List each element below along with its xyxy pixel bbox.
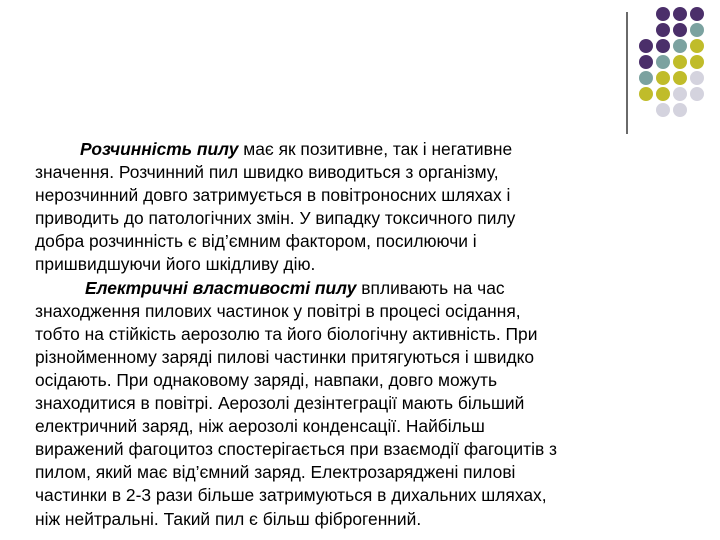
paragraph-solubility xyxy=(35,138,675,277)
solubility-heading: Розчинність пилу xyxy=(80,139,239,159)
paragraph-line xyxy=(35,138,675,161)
decorative-dot-grid xyxy=(639,7,704,117)
dot-teal xyxy=(673,39,687,53)
paragraph-electric xyxy=(35,277,675,531)
paragraph-line: пилом, який має від’ємний заряд. Електрозаряджені пилові xyxy=(35,462,516,483)
paragraph-line: добра розчинність є від’ємним фактором, посилюючи і xyxy=(35,231,477,252)
dot-purple xyxy=(656,39,670,53)
dot-spacer xyxy=(639,103,653,117)
paragraph-line xyxy=(35,277,675,300)
paragraph-line: частинки в 2-3 рази більше затримуються в дихальних шляхах, xyxy=(35,485,547,506)
text-body xyxy=(35,138,675,531)
paragraph-line: пришвидшуючи його шкідливу дію. xyxy=(35,254,316,275)
dot-olive xyxy=(639,87,653,101)
dot-purple xyxy=(673,23,687,37)
dot-gray xyxy=(673,103,687,117)
dot-gray xyxy=(656,103,670,117)
vertical-divider xyxy=(626,12,628,134)
dot-olive xyxy=(656,71,670,85)
paragraph-line: осідають. При однаковому заряді, навпаки, довго можуть xyxy=(35,369,498,390)
dot-teal xyxy=(656,55,670,69)
dot-purple xyxy=(690,7,704,21)
paragraph-line: знаходження пилових частинок у повітрі в процесі осідання, xyxy=(35,300,521,321)
paragraph-line: нерозчинний довго затримується в повітроносних шляхах і xyxy=(35,185,511,206)
paragraph-line: знаходитися в повітрі. Аерозолі дезінтеграції мають більший xyxy=(35,393,525,414)
paragraph-line: тобто на стійкість аерозолю та його біологічну активність. При xyxy=(35,323,538,344)
dot-purple xyxy=(673,7,687,21)
electric-heading: Електричні властивості пилу xyxy=(85,277,357,298)
dot-spacer xyxy=(690,103,704,117)
dot-gray xyxy=(690,71,704,85)
dot-teal xyxy=(690,23,704,37)
dot-olive xyxy=(690,55,704,69)
paragraph-line: приводить до патологічних змін. У випадку токсичного пилу xyxy=(35,208,516,229)
dot-spacer xyxy=(639,7,653,21)
dot-olive xyxy=(673,55,687,69)
paragraph-line: електричний заряд, ніж аерозолі конденсації. Найбільш xyxy=(35,416,485,437)
dot-olive xyxy=(673,71,687,85)
paragraph-line: ніж нейтральні. Такий пил є більш фіброгенний. xyxy=(35,508,422,529)
dot-purple xyxy=(639,55,653,69)
paragraph-text: впливають на час xyxy=(356,277,505,298)
paragraph-line: значення. Розчинний пил швидко виводиться з організму, xyxy=(35,162,499,183)
dot-gray xyxy=(690,87,704,101)
dot-olive xyxy=(656,87,670,101)
dot-teal xyxy=(639,71,653,85)
dot-purple xyxy=(656,23,670,37)
paragraph-line: виражений фагоцитоз спостерігається при взаємодії фагоцитів з xyxy=(35,439,558,460)
dot-purple xyxy=(639,39,653,53)
dot-gray xyxy=(673,87,687,101)
dot-spacer xyxy=(639,23,653,37)
dot-purple xyxy=(656,7,670,21)
paragraph-text: має як позитивне, так і негативне xyxy=(238,139,513,159)
paragraph-line: різнойменному заряді пилові частинки притягуються і швидко xyxy=(35,346,535,367)
dot-olive xyxy=(690,39,704,53)
